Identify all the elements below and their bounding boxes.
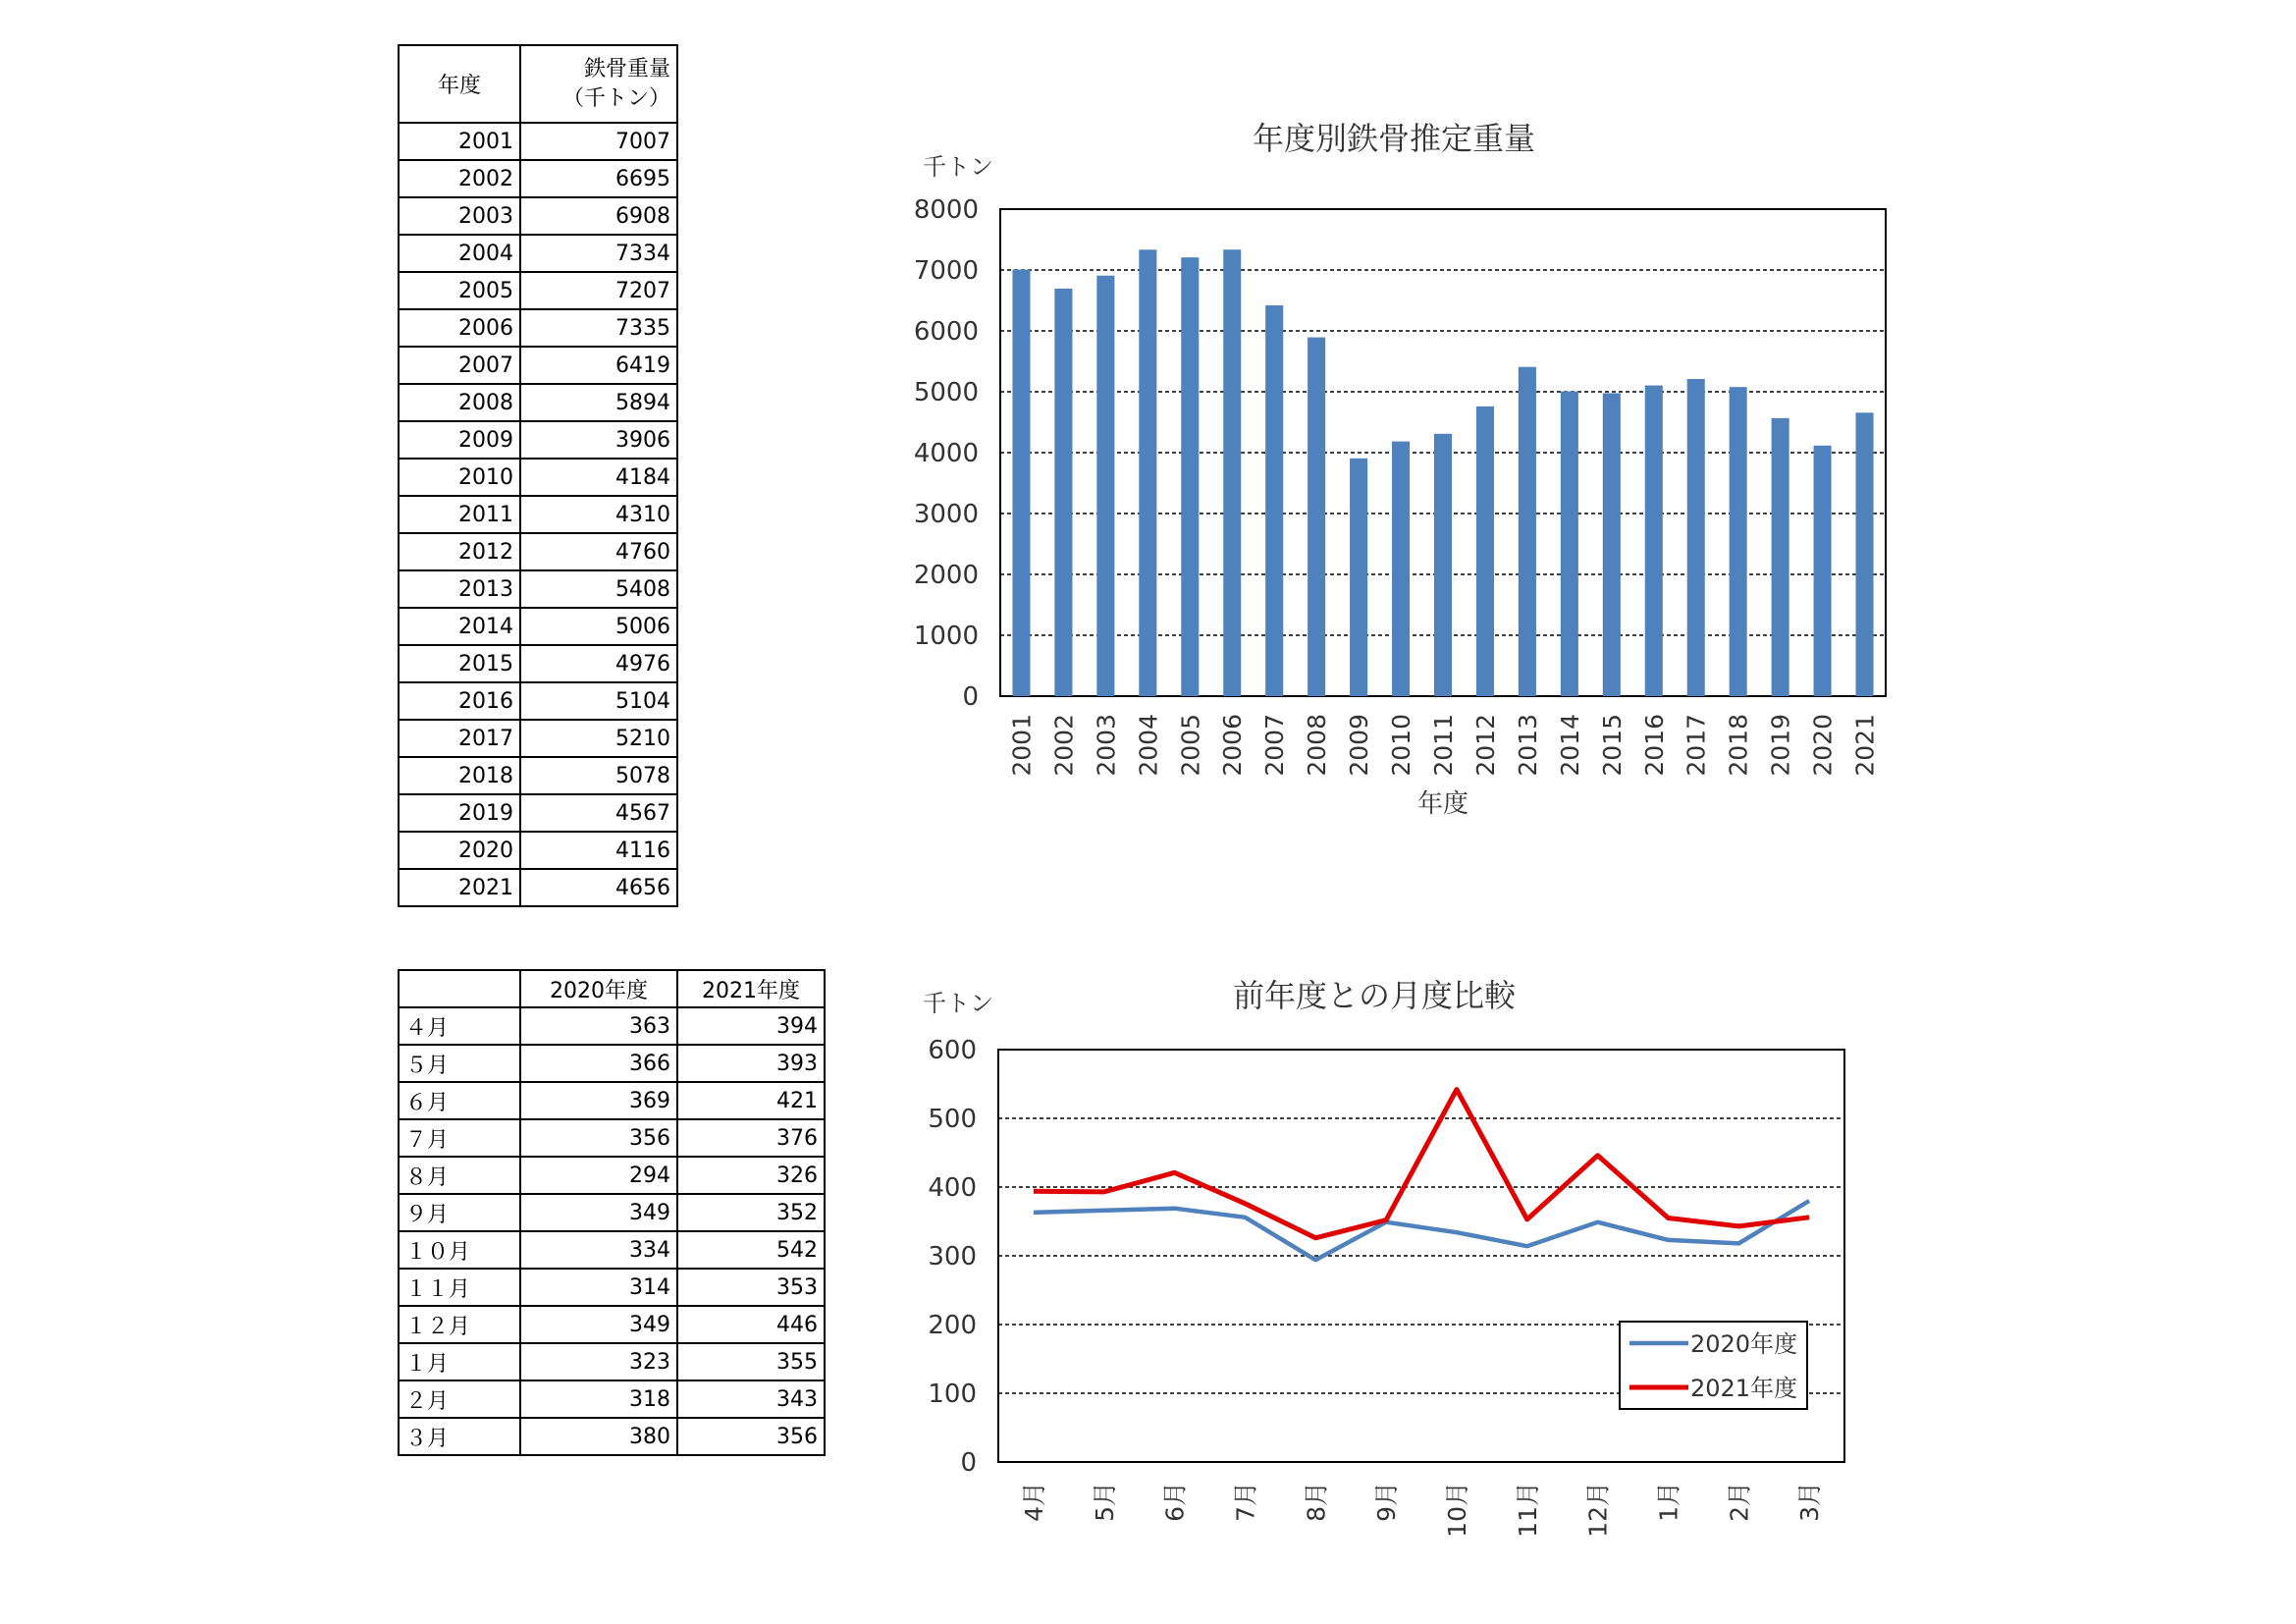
annual-weight-cell: 4310: [520, 496, 677, 533]
bar-y-tick-label: 4000: [913, 439, 979, 468]
value-2021-cell: 394: [677, 1007, 825, 1045]
bar-chart-bars: [1012, 249, 1873, 696]
value-2021-cell: 353: [677, 1269, 825, 1306]
value-2020-cell: 349: [520, 1194, 677, 1231]
bar-x-tick-label: 2005: [1176, 714, 1205, 777]
annual-weight-cell: 4116: [520, 832, 677, 869]
month-cell: ７月: [399, 1119, 520, 1157]
line-chart-series: [1034, 1090, 1809, 1261]
value-2020-cell: 318: [520, 1380, 677, 1418]
annual-year-cell: 2011: [399, 496, 520, 533]
month-cell: ５月: [399, 1045, 520, 1082]
annual-year-cell: 2014: [399, 608, 520, 645]
annual-year-cell: 2002: [399, 160, 520, 197]
month-cell: ８月: [399, 1157, 520, 1194]
legend-label: 2021年度: [1690, 1375, 1798, 1402]
annual-weight-cell: 3906: [520, 421, 677, 459]
value-2021-cell: 355: [677, 1343, 825, 1380]
series-line-2020年度: [1034, 1201, 1809, 1260]
annual-weight-cell: 4567: [520, 794, 677, 832]
bar-x-tick-label: 2010: [1387, 714, 1416, 777]
annual-year-cell: 2019: [399, 794, 520, 832]
annual-weight-cell: 4760: [520, 533, 677, 570]
annual-weight-cell: 5104: [520, 682, 677, 720]
bar-y-tick-label: 2000: [913, 561, 979, 590]
value-2021-cell: 352: [677, 1194, 825, 1231]
bar-x-tick-label: 2020: [1808, 714, 1838, 777]
annual-weight-cell: 6695: [520, 160, 677, 197]
bar-x-tick-label: 2003: [1092, 714, 1121, 777]
annual-weight-cell: 5006: [520, 608, 677, 645]
annual-weight-cell: 7335: [520, 309, 677, 347]
line-y-tick-label: 300: [928, 1242, 977, 1272]
line-y-tick-label: 600: [928, 1036, 977, 1065]
month-cell: １１月: [399, 1269, 520, 1306]
header-2020: 2020年度: [520, 970, 677, 1007]
bar-chart-x-label: 年度: [1416, 789, 1469, 819]
bar-2001: [1012, 270, 1030, 696]
bar-y-tick-label: 1000: [913, 622, 979, 651]
bar-x-tick-label: 2019: [1766, 714, 1795, 777]
annual-year-cell: 2012: [399, 533, 520, 570]
value-2021-cell: 376: [677, 1119, 825, 1157]
month-cell: １０月: [399, 1231, 520, 1269]
line-x-tick-label: 7月: [1231, 1482, 1260, 1522]
bar-x-tick-label: 2008: [1303, 714, 1332, 777]
value-2020-cell: 294: [520, 1157, 677, 1194]
monthly-line-chart: [923, 977, 1844, 1538]
annual-bar-chart: [914, 120, 1886, 819]
bar-x-tick-label: 2004: [1134, 714, 1163, 777]
value-2020-cell: 369: [520, 1082, 677, 1119]
bar-x-tick-label: 2016: [1639, 714, 1669, 777]
line-x-tick-label: 2月: [1725, 1482, 1754, 1522]
value-2020-cell: 366: [520, 1045, 677, 1082]
annual-year-cell: 2020: [399, 832, 520, 869]
line-chart-title: 前年度との月度比較: [1232, 977, 1517, 1014]
line-chart-y-ticks: [928, 1036, 977, 1478]
bar-y-tick-label: 3000: [913, 500, 979, 529]
bar-y-tick-label: 8000: [913, 195, 979, 225]
bar-x-tick-label: 2021: [1850, 714, 1880, 777]
annual-year-cell: 2004: [399, 235, 520, 272]
annual-weight-cell: 5894: [520, 384, 677, 421]
annual-year-cell: 2008: [399, 384, 520, 421]
bar-2017: [1687, 379, 1705, 696]
value-2021-cell: 326: [677, 1157, 825, 1194]
month-cell: ６月: [399, 1082, 520, 1119]
bar-2018: [1730, 387, 1747, 696]
legend-label: 2020年度: [1690, 1330, 1798, 1358]
line-chart-legend: [1620, 1322, 1807, 1409]
value-2021-cell: 343: [677, 1380, 825, 1418]
value-2020-cell: 334: [520, 1231, 677, 1269]
value-2020-cell: 314: [520, 1269, 677, 1306]
annual-year-cell: 2015: [399, 645, 520, 682]
line-x-tick-label: 12月: [1583, 1482, 1613, 1538]
bar-2005: [1181, 257, 1199, 696]
bar-y-tick-label: 0: [962, 682, 979, 712]
annual-year-cell: 2013: [399, 570, 520, 608]
bar-2014: [1561, 392, 1578, 696]
annual-year-cell: 2003: [399, 197, 520, 235]
bar-2012: [1476, 406, 1494, 696]
header-weight-line1: 鉄骨重量: [583, 56, 670, 81]
value-2021-cell: 356: [677, 1418, 825, 1455]
value-2020-cell: 323: [520, 1343, 677, 1380]
bar-chart-y-ticks: [914, 195, 979, 712]
line-x-tick-label: 6月: [1160, 1482, 1190, 1522]
line-x-tick-label: 5月: [1090, 1482, 1119, 1522]
annual-year-cell: 2009: [399, 421, 520, 459]
bar-y-tick-label: 5000: [913, 378, 979, 407]
bar-2021: [1856, 412, 1874, 696]
bar-2009: [1350, 459, 1367, 696]
line-chart-x-ticks: [1020, 1482, 1824, 1538]
line-y-tick-label: 0: [960, 1448, 977, 1478]
line-x-tick-label: 4月: [1019, 1482, 1048, 1522]
annual-year-cell: 2010: [399, 459, 520, 496]
annual-year-cell: 2021: [399, 869, 520, 906]
bar-x-tick-label: 2013: [1513, 714, 1542, 777]
value-2021-cell: 421: [677, 1082, 825, 1119]
month-cell: １月: [399, 1343, 520, 1380]
line-x-tick-label: 11月: [1513, 1482, 1542, 1538]
bar-x-tick-label: 2018: [1724, 714, 1753, 777]
line-y-tick-label: 100: [928, 1380, 977, 1409]
bar-2006: [1223, 249, 1241, 696]
bar-x-tick-label: 2015: [1597, 714, 1627, 777]
bar-x-tick-label: 2012: [1470, 714, 1500, 777]
line-x-tick-label: 1月: [1654, 1482, 1683, 1522]
bar-2010: [1392, 442, 1410, 696]
value-2021-cell: 446: [677, 1306, 825, 1343]
value-2020-cell: 356: [520, 1119, 677, 1157]
bar-x-tick-label: 2006: [1218, 714, 1248, 777]
value-2020-cell: 363: [520, 1007, 677, 1045]
bar-x-tick-label: 2007: [1260, 714, 1290, 777]
annual-weight-cell: 5210: [520, 720, 677, 757]
bar-2007: [1265, 305, 1283, 696]
annual-year-cell: 2007: [399, 347, 520, 384]
line-x-tick-label: 3月: [1795, 1482, 1825, 1522]
annual-weight-cell: 4656: [520, 869, 677, 906]
month-cell: ９月: [399, 1194, 520, 1231]
bar-chart-x-ticks: [1007, 714, 1879, 777]
bar-2019: [1772, 418, 1789, 696]
bar-chart-unit-label: 千トン: [923, 153, 993, 181]
bar-2016: [1645, 386, 1663, 696]
line-chart-unit-label: 千トン: [923, 990, 993, 1017]
bar-2015: [1603, 393, 1621, 696]
month-cell: ３月: [399, 1418, 520, 1455]
bar-y-tick-label: 6000: [913, 317, 979, 347]
bar-2003: [1096, 276, 1114, 696]
bar-2002: [1054, 289, 1072, 696]
annual-year-cell: 2001: [399, 123, 520, 160]
bar-y-tick-label: 7000: [913, 256, 979, 286]
annual-year-cell: 2018: [399, 757, 520, 794]
bar-x-tick-label: 2009: [1345, 714, 1374, 777]
value-2020-cell: 380: [520, 1418, 677, 1455]
bar-x-tick-label: 2011: [1429, 714, 1458, 777]
annual-year-cell: 2016: [399, 682, 520, 720]
bar-x-tick-label: 2002: [1049, 714, 1079, 777]
month-cell: ４月: [399, 1007, 520, 1045]
annual-year-cell: 2006: [399, 309, 520, 347]
annual-year-cell: 2005: [399, 272, 520, 309]
annual-weight-cell: 4976: [520, 645, 677, 682]
annual-weight-cell: 6419: [520, 347, 677, 384]
bar-2013: [1519, 367, 1536, 696]
bar-x-tick-label: 2014: [1555, 714, 1584, 777]
header-weight-line2: （千トン）: [561, 85, 670, 111]
series-line-2021年度: [1034, 1090, 1809, 1238]
month-cell: １２月: [399, 1306, 520, 1343]
value-2020-cell: 349: [520, 1306, 677, 1343]
annual-weight-cell: 5408: [520, 570, 677, 608]
bar-2020: [1814, 446, 1832, 696]
line-y-tick-label: 500: [928, 1105, 977, 1134]
bar-x-tick-label: 2001: [1007, 714, 1037, 777]
bar-2004: [1139, 249, 1156, 696]
line-y-tick-label: 200: [928, 1311, 977, 1340]
annual-weight-cell: 7334: [520, 235, 677, 272]
annual-weight-cell: 5078: [520, 757, 677, 794]
line-x-tick-label: 9月: [1372, 1482, 1402, 1522]
annual-weight-cell: 4184: [520, 459, 677, 496]
value-2021-cell: 393: [677, 1045, 825, 1082]
line-x-tick-label: 8月: [1302, 1482, 1331, 1522]
bar-chart-title: 年度別鉄骨推定重量: [1252, 120, 1536, 157]
annual-weight-cell: 7207: [520, 272, 677, 309]
bar-x-tick-label: 2017: [1682, 714, 1711, 777]
annual-weight-cell: 6908: [520, 197, 677, 235]
annual-year-cell: 2017: [399, 720, 520, 757]
bar-2011: [1434, 434, 1452, 696]
value-2021-cell: 542: [677, 1231, 825, 1269]
line-y-tick-label: 400: [928, 1173, 977, 1203]
line-x-tick-label: 10月: [1442, 1482, 1471, 1538]
header-2021: 2021年度: [677, 970, 825, 1007]
annual-weight-cell: 7007: [520, 123, 677, 160]
bar-2008: [1308, 338, 1325, 696]
month-cell: ２月: [399, 1380, 520, 1418]
header-year: 年度: [399, 45, 520, 123]
